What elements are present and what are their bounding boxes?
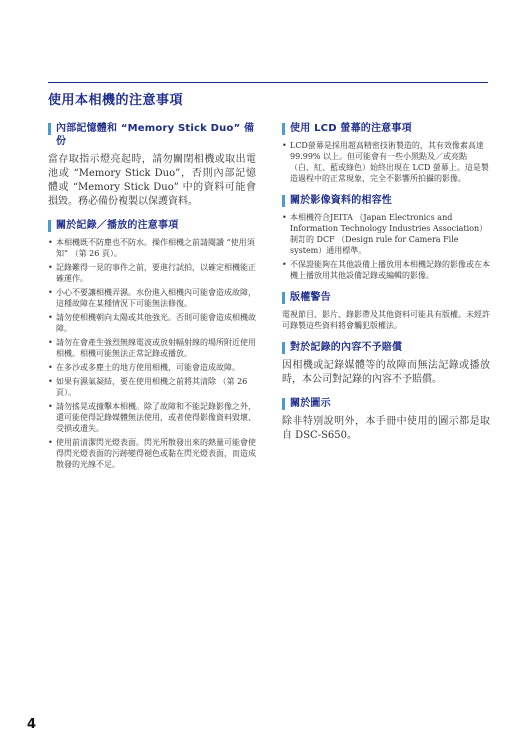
page-number: 4 (27, 717, 37, 732)
bullet-item: • 不保證能夠在其他設備上播放用本相機記錄的影像或在本機上播放用其他設備記錄或編輯的影像。 (282, 259, 490, 281)
bullet-item: • 在多沙或多塵土的地方使用相機，可能會造成故障。 (48, 362, 256, 373)
section-heading (48, 219, 256, 232)
heading-text: 關於記錄／播放的注意事項 (56, 220, 179, 231)
heading-marker (282, 398, 285, 410)
bullet-item: • 本相機符合JEITA （Japan Electronics and Information Technology Industries Association）制訂的 DCF （Design rule for Camera File system）通用標準。 (282, 212, 490, 256)
section-record-playback (48, 219, 256, 470)
heading-marker (48, 123, 51, 135)
section-paragraph: 因相機或記錄媒體等的故障而無法記錄或播放時，本公司對記錄的內容不予賠償。 (282, 360, 490, 385)
section-heading (282, 397, 490, 410)
heading-text: 版權警告 (290, 292, 331, 303)
bullet-item: • 請勿搖晃或撞擊本相機。除了故障和不能記錄影像之外，還可能使得記錄媒體無法使用，或者使得影像資料毀壞、受損或遺失。 (48, 401, 256, 434)
page-title: 使用本相機的注意事項 (48, 93, 184, 108)
section-paragraph: 除非特別說明外，本手冊中使用的圖示都是取自 DSC-S650。 (282, 416, 490, 441)
title-rule (48, 82, 488, 83)
section-image-compatibility (282, 194, 490, 281)
bullet-item: • 請勿在會產生強烈無線電波或放射幅射線的場所附近使用相機。相機可能無法正常記錄或播放。 (48, 337, 256, 359)
heading-text: 對於記錄的內容不予賠償 (290, 342, 403, 353)
section-heading (282, 122, 490, 135)
heading-text: 內部記憶體和 “Memory Stick Duo” 備份 (56, 123, 255, 147)
section-illustrations (282, 397, 490, 443)
section-lcd-screen (282, 122, 490, 184)
section-heading (48, 122, 256, 148)
bullet-item: • 如果有濕氣凝結，要在使用相機之前將其清除 （第 26 頁）。 (48, 376, 256, 398)
section-memory-backup (48, 122, 256, 209)
right-column (282, 122, 490, 453)
left-column (48, 122, 256, 480)
section-heading (282, 341, 490, 354)
bullet-item: • 小心不要讓相機弄濕。水份進入相機內可能會造成故障，這種故障在某種情況下可能無法修復。 (48, 287, 256, 309)
section-paragraph: 電視節目、影片、錄影帶及其他資料可能具有版權。未經許可錄製這些資料將會觸犯版權法。 (282, 310, 490, 330)
heading-text: 關於影像資料的相容性 (290, 195, 392, 206)
bullet-item: • LCD螢幕是採用超高精密技術製造的，其有效像素高達 99.99% 以上。但可能會有一些小黑點及／或亮點 （白、紅、藍或綠色）始終出現在 LCD 螢幕上。這是製造過程中的正常現象，完全不影響所拍攝的影像。 (282, 140, 490, 184)
heading-marker (282, 123, 285, 135)
heading-text: 關於圖示 (290, 398, 331, 409)
heading-marker (48, 220, 51, 232)
section-paragraph: 當存取指示燈亮起時，請勿關閉相機或取出電池或 “Memory Stick Duo”，否則內部記憶體或 “Memory Stick Duo” 中的資料可能會損毀。務必備份複製以保護資料。 (48, 154, 256, 207)
heading-text: 使用 LCD 螢幕的注意事項 (290, 123, 412, 134)
heading-marker (282, 195, 285, 207)
section-no-compensation (282, 341, 490, 387)
bullet-item: • 使用前清潔閃光燈表面。閃光所散發出來的熱量可能會使得閃光燈表面的污跡變得褪色或黏在閃光燈表面，而造成散發的光線不足。 (48, 437, 256, 470)
bullet-item: • 請勿使相機朝向太陽或其他強光。否則可能會造成相機故障。 (48, 312, 256, 334)
bullet-list (282, 212, 490, 281)
bullet-item: • 本相機既不防塵也不防水。操作相機之前請閱讀 “使用須知” （第 26 頁）。 (48, 237, 256, 259)
section-heading (282, 291, 490, 304)
bullet-list (282, 140, 490, 184)
heading-marker (282, 342, 285, 354)
heading-marker (282, 292, 285, 304)
section-copyright (282, 291, 490, 331)
bullet-item: • 記錄難得一見的事件之前，要進行試拍，以確定相機能正確運作。 (48, 262, 256, 284)
section-heading (282, 194, 490, 207)
title-block (48, 82, 488, 108)
bullet-list (48, 237, 256, 470)
